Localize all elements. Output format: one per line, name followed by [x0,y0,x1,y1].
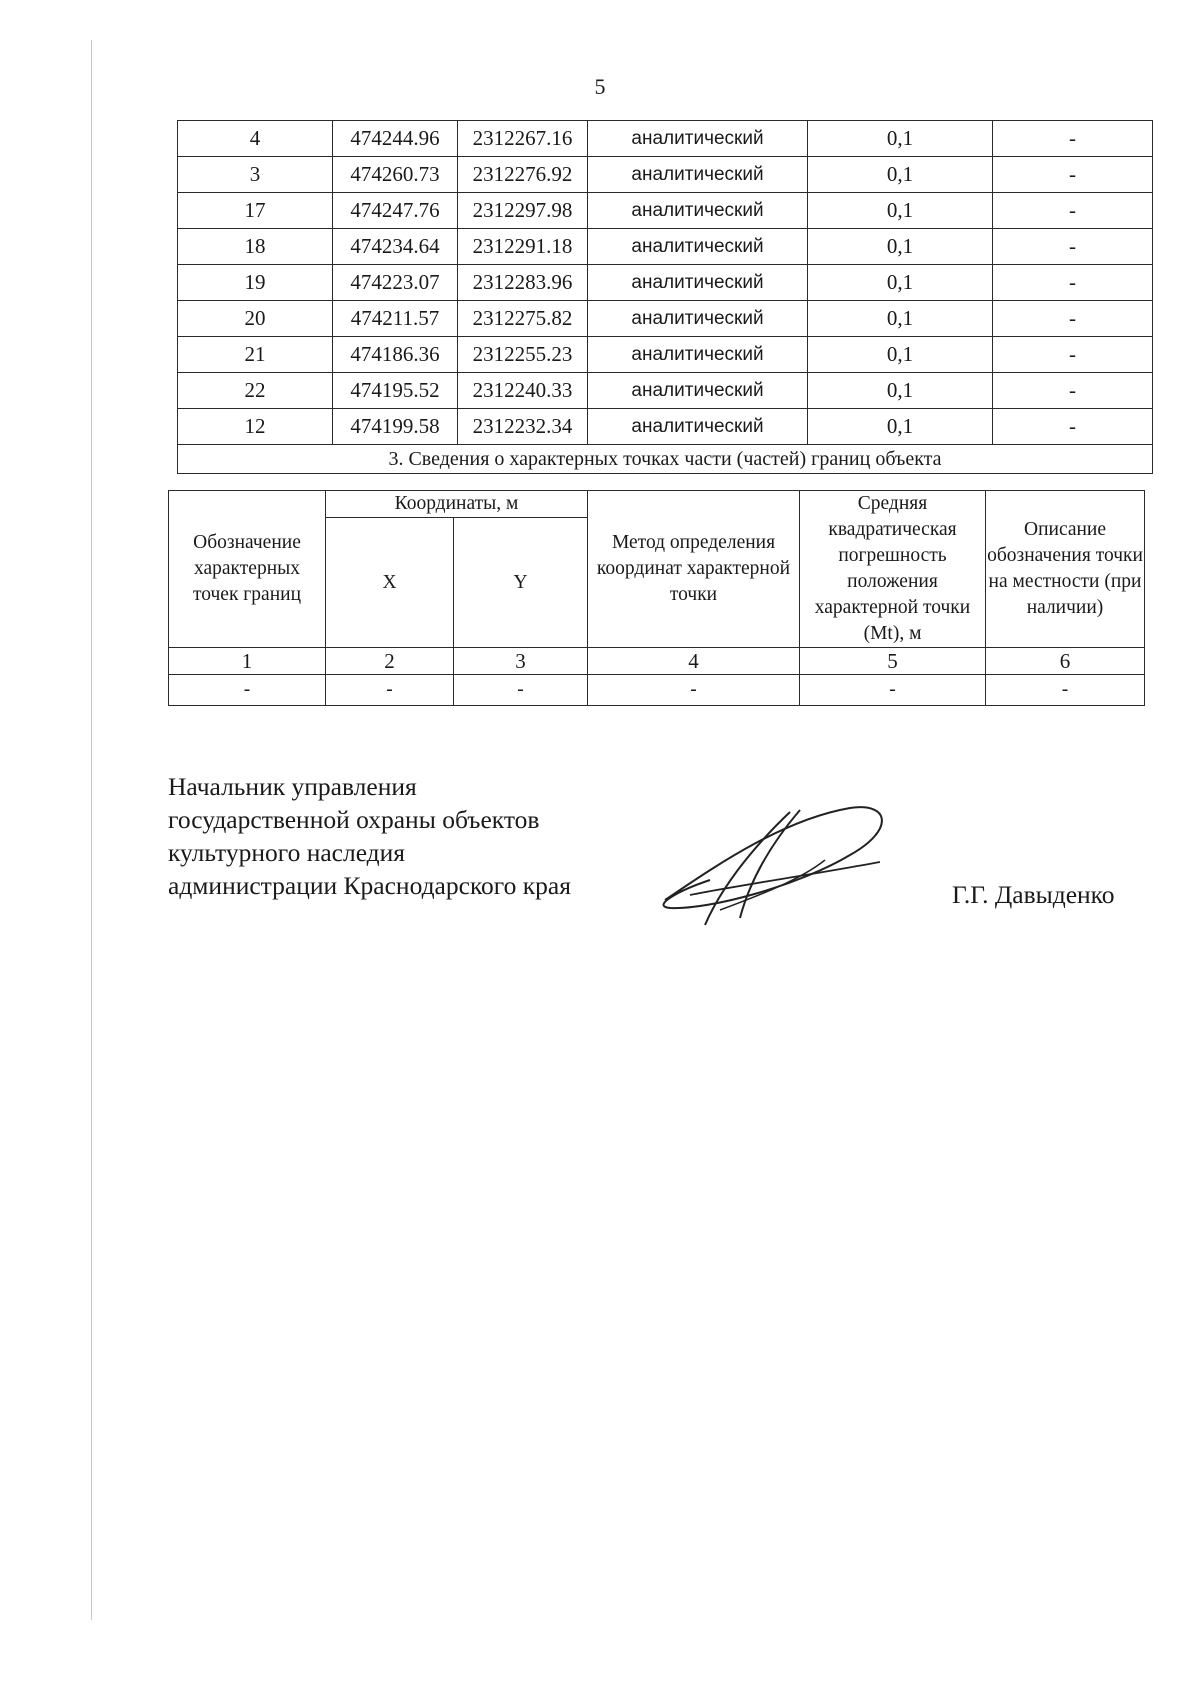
position-line: Начальник управления [168,772,417,801]
table-row [178,409,1153,445]
position-line: государственной охраны объектов [168,805,540,834]
x-coordinate-cell: 474195.52 [333,373,458,409]
point-number-cell: 22 [178,373,333,409]
y-coordinate-cell: 2312297.98 [458,193,588,229]
accuracy-cell: 0,1 [808,193,993,229]
position-line: администрации Краснодарского края [168,871,571,900]
y-coordinate-cell: 2312240.33 [458,373,588,409]
y-coordinate-cell: 2312283.96 [458,265,588,301]
signer-name: Г.Г. Давыденко [952,880,1115,909]
method-cell: аналитический [588,337,808,373]
section-3-title: 3. Сведения о характерных точках части (частей) границ объекта [178,445,1153,474]
column-number: 6 [986,648,1145,675]
y-coordinate-cell: 2312291.18 [458,229,588,265]
description-cell: - [993,157,1153,193]
handwritten-signature [650,800,910,930]
accuracy-cell: 0,1 [808,301,993,337]
x-coordinate-cell: 474234.64 [333,229,458,265]
table-row [178,121,1153,157]
description-cell: - [993,265,1153,301]
point-number-cell: 18 [178,229,333,265]
scan-edge-line [91,40,92,1620]
description-cell: - [993,121,1153,157]
point-number-cell: 21 [178,337,333,373]
signatory-position [168,770,571,902]
description-cell: - [993,193,1153,229]
y-coordinate-cell: 2312255.23 [458,337,588,373]
method-cell: аналитический [588,409,808,445]
x-coordinate-cell: 474199.58 [333,409,458,445]
header-coordinates: Координаты, м [326,491,588,518]
method-cell: аналитический [588,229,808,265]
y-coordinate-cell: 2312276.92 [458,157,588,193]
accuracy-cell: 0,1 [808,337,993,373]
position-line: культурного наследия [168,838,406,867]
empty-cell: - [588,675,800,706]
empty-cell: - [326,675,454,706]
description-cell: - [993,373,1153,409]
y-coordinate-cell: 2312232.34 [458,409,588,445]
column-number: 5 [800,648,986,675]
method-cell: аналитический [588,193,808,229]
description-cell: - [993,301,1153,337]
x-coordinate-cell: 474211.57 [333,301,458,337]
accuracy-cell: 0,1 [808,409,993,445]
section-3-table [168,490,1145,706]
header-accuracy: Средняя квадратическая погрешность положения характерной точки (Mt), м [800,491,986,648]
description-cell: - [993,229,1153,265]
x-coordinate-cell: 474247.76 [333,193,458,229]
point-number-cell: 4 [178,121,333,157]
point-number-cell: 12 [178,409,333,445]
header-row [169,491,1145,518]
accuracy-cell: 0,1 [808,265,993,301]
accuracy-cell: 0,1 [808,157,993,193]
y-coordinate-cell: 2312267.16 [458,121,588,157]
coordinates-table [177,120,1153,474]
description-cell: - [993,337,1153,373]
table-row [178,373,1153,409]
y-coordinate-cell: 2312275.82 [458,301,588,337]
section-title-row [178,445,1153,474]
empty-cell: - [986,675,1145,706]
header-description: Описание обозначения точки на местности (при наличии) [986,491,1145,648]
x-coordinate-cell: 474260.73 [333,157,458,193]
point-number-cell: 3 [178,157,333,193]
x-coordinate-cell: 474186.36 [333,337,458,373]
method-cell: аналитический [588,157,808,193]
empty-cell: - [169,675,326,706]
method-cell: аналитический [588,373,808,409]
table-row [178,157,1153,193]
accuracy-cell: 0,1 [808,373,993,409]
method-cell: аналитический [588,265,808,301]
description-cell: - [993,409,1153,445]
empty-cell: - [454,675,588,706]
method-cell: аналитический [588,121,808,157]
table-row [178,301,1153,337]
header-method: Метод определения координат характерной точки [588,491,800,648]
x-coordinate-cell: 474244.96 [333,121,458,157]
empty-data-row [169,675,1145,706]
x-coordinate-cell: 474223.07 [333,265,458,301]
page-number: 5 [594,74,606,99]
header-x: X [326,518,454,648]
column-number-row [169,648,1145,675]
accuracy-cell: 0,1 [808,121,993,157]
header-designation: Обозначение характерных точек границ [169,491,326,648]
point-number-cell: 20 [178,301,333,337]
table-row [178,337,1153,373]
empty-cell: - [800,675,986,706]
column-number: 3 [454,648,588,675]
column-number: 2 [326,648,454,675]
table-row [178,265,1153,301]
table-row [178,193,1153,229]
column-number: 4 [588,648,800,675]
header-y: Y [454,518,588,648]
table-row [178,229,1153,265]
column-number: 1 [169,648,326,675]
point-number-cell: 17 [178,193,333,229]
accuracy-cell: 0,1 [808,229,993,265]
method-cell: аналитический [588,301,808,337]
coordinates-table-body [178,121,1153,445]
point-number-cell: 19 [178,265,333,301]
